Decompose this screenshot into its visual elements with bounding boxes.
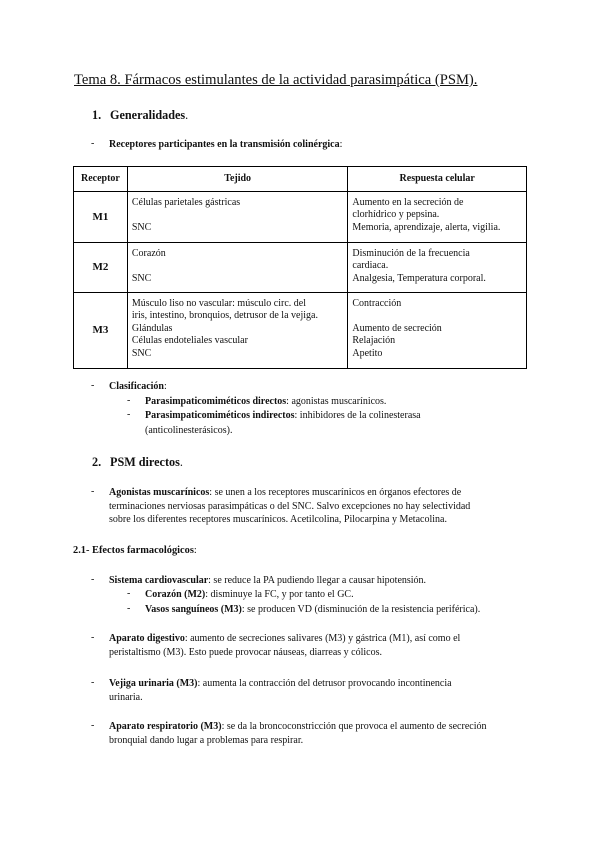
clasificacion-label: Clasificación [109,381,164,392]
subsection-suffix: : [193,545,197,556]
cardio-item-vasos [145,603,480,617]
respuesta-line: clorhídrico y pepsina. [352,209,440,221]
agonistas-term: Agonistas muscarínicos [109,487,210,498]
tejido-line: iris, intestino, bronquios, detrusor de la vejiga. [131,310,318,322]
item-term: Vasos sanguíneos (M3) [145,604,242,615]
sub-bullet-dash: - [127,395,131,406]
respuesta-line: Contracción [352,298,402,309]
respuesta-line: Relajación [352,335,396,347]
tejido-line: SNC [131,221,152,233]
tejido-line: SNC [131,272,152,284]
tejido-line: Células endoteliales vascular [131,335,248,347]
section-title: Generalidades [110,108,186,122]
item-text: : agonistas muscarínicos. [286,396,387,407]
item-term: Parasimpaticomiméticos indirectos [145,410,295,421]
respuesta-cell [348,192,527,243]
respuesta-line: Analgesia, Temperatura corporal. [352,272,486,284]
item-term: Parasimpaticomiméticos directos [145,396,287,407]
section-number: 2. [92,455,102,469]
bullet-dash: - [91,574,95,585]
paragraph-line: : se unen a los receptores muscarínicos en órganos efectores de [209,487,462,498]
tejido-line: Músculo liso no vascular: músculo circ. del [131,298,307,309]
respuesta-line: Aumento en la secreción de [352,197,464,208]
cardio-text: : se reduce la PA pudiendo llegar a causar hipotensión. [208,575,427,586]
clasificacion-continuation: (anticolinesterásicos). [145,425,233,436]
item-text: : disminuye la FC, y por tanto el GC. [205,589,354,600]
cardio-term: Sistema cardiovascular [109,575,209,586]
receptores-suffix: : [339,139,343,150]
receptores-label: Receptores participantes en la transmisión colinérgica [109,139,340,150]
sub-bullet-dash: - [127,588,131,599]
digestivo-paragraph [109,632,529,659]
paragraph-line: : aumento de secreciones salivares (M3) y gástrica (M1), así como el [184,633,461,644]
section-title: PSM directos [110,455,180,469]
item-text: : inhibidores de la colinesterasa [294,410,421,421]
respiratorio-paragraph [109,720,529,747]
table-row-m1 [74,192,527,243]
tejido-cell [127,243,348,293]
section-punct: . [185,108,189,122]
header-respuesta: Respuesta celular [348,167,527,192]
paragraph-line: : aumenta la contracción del detrusor provocando incontinencia [197,678,452,689]
section-number: 1. [92,108,102,122]
clasificacion-item-indirectos [145,409,421,423]
bullet-dash: - [91,380,95,391]
receptor-cell: M2 [74,243,128,293]
respuesta-cell [348,293,527,369]
vejiga-paragraph [109,677,529,704]
cardio-bullet [109,574,426,588]
section-heading-psm-directos [92,455,183,470]
paragraph-line: peristaltismo (M3). Esto puede provocar náuseas, diarreas y cólicos. [109,646,382,658]
respuesta-line: Disminución de la frecuencia [352,248,470,259]
table-row-m3 [74,293,527,369]
paragraph-line: sobre los diferentes receptores muscarínicos. Acetilcolina, Pilocarpina y Metacolina. [109,514,447,526]
paragraph-line: bronquial dando lugar a problemas para respirar. [109,734,304,746]
tejido-cell [127,293,348,369]
bullet-dash: - [91,632,95,643]
sub-bullet-dash: - [127,603,131,614]
respiratorio-term: Aparato respiratorio (M3) [109,721,222,732]
tejido-line: Glándulas [131,322,173,334]
bullet-dash: - [91,138,95,149]
respuesta-line: Aumento de secreción [352,322,442,334]
respuesta-cell [348,243,527,293]
respuesta-line: Memoria, aprendizaje, alerta, vigilia. [352,221,501,233]
paragraph-line: terminaciones nerviosas parasimpáticas o del SNC. Salvo excepciones no hay selectividad [109,500,471,512]
tejido-cell [127,192,348,243]
tejido-line: SNC [131,347,152,359]
clasificacion-item-directos [145,395,386,409]
clasificacion-suffix: : [164,381,167,392]
receptor-table [73,166,527,369]
receptores-bullet [109,138,342,152]
subsection-title: 2.1- Efectos farmacológicos [73,545,194,556]
paragraph-line: : se da la broncoconstricción que provoca el aumento de secreción [221,721,487,732]
item-term: Corazón (M2) [145,589,206,600]
bullet-dash: - [91,486,95,497]
respuesta-line: cardiaca. [352,260,389,272]
sub-bullet-dash: - [127,409,131,420]
bullet-dash: - [91,720,95,731]
section-heading-generalidades [92,108,188,123]
document-title: Tema 8. Fármacos estimulantes de la actividad parasimpática (PSM). [74,72,478,88]
cardio-item-corazon [145,588,354,602]
paragraph-line: urinaria. [109,691,143,703]
bullet-dash: - [91,677,95,688]
tejido-line: Células parietales gástricas [131,197,241,208]
section-punct: . [179,455,183,469]
digestivo-term: Aparato digestivo [109,633,185,644]
header-receptor: Receptor [74,167,128,192]
clasificacion-bullet [109,380,167,394]
receptor-cell: M3 [74,293,128,369]
agonistas-paragraph [109,486,529,527]
table-header-row [74,167,527,192]
respuesta-line: Apetito [352,347,383,359]
tejido-line: Corazón [131,248,166,259]
item-text: : se producen VD (disminución de la resistencia periférica). [241,604,481,615]
header-tejido: Tejido [127,167,348,192]
vejiga-term: Vejiga urinaria (M3) [109,678,198,689]
table-row-m2 [74,243,527,293]
receptor-cell: M1 [74,192,128,243]
subsection-heading-efectos [73,544,197,558]
